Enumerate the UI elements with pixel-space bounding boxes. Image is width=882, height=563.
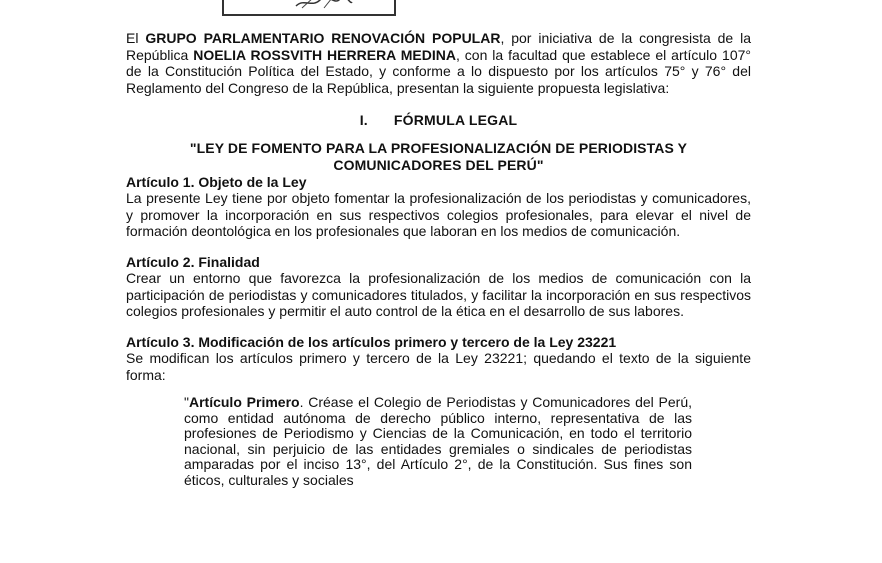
quoted-article: [184, 395, 692, 488]
article-1-heading: Artículo 1. Objeto de la Ley: [126, 173, 307, 190]
parliamentary-group: GRUPO PARLAMENTARIO RENOVACIÓN POPULAR: [145, 30, 501, 46]
congresswoman-name: NOELIA ROSSVITH HERRERA MEDINA: [193, 46, 456, 63]
law-title-line: COMUNICADORES DEL PERÚ": [333, 156, 544, 173]
intro-text: , por iniciativa de la congresista de la República: [126, 30, 751, 63]
law-title: [126, 140, 751, 174]
quote-article-label: Artículo Primero: [188, 394, 300, 410]
article-3-body: Se modifican los artículos primero y tercero de la Ley 23221; quedando el texto de la siguiente forma:: [126, 350, 751, 383]
intro-text: , con la facultad que establece el artículo 107° de la Constitución Política del Estado, y conforme a lo dispuesto por los artículos 75° y 76° del Reglamento del Congreso de la República, presentan la siguiente propuesta legislativa:: [126, 46, 751, 96]
document-page: [126, 30, 751, 488]
quote-article-text: . Créase el Colegio de Periodistas y Comunicadores del Perú, como entidad autónoma de derecho público interno, representativa de las profesiones de Periodismo y Ciencias de la Comunicación, en todo el territorio nacional, sin perjuicio de las entidades gremiales o sindicales de periodistas amparadas por el inciso 13°, del Artículo 2°, de la Constitución. Sus fines son éticos, culturales y sociales: [184, 394, 692, 488]
article-2-body: Crear un entorno que favorezca la profesionalización de los medios de comunicación con la participación de periodistas y comunicadores titulados, y facilitar la incorporación en sus respectivos colegios profesionales y permitir el auto control de la ética en el desarrollo de sus labores.: [126, 270, 751, 319]
section-heading: [126, 112, 751, 129]
article-2-heading: Artículo 2. Finalidad: [126, 253, 260, 270]
intro-text: El: [126, 30, 146, 46]
quote-mark: ": [184, 394, 189, 410]
section-title: FÓRMULA LEGAL: [393, 112, 518, 128]
section-number: I.: [359, 112, 368, 128]
article-1-body: La presente Ley tiene por objeto fomentar la profesionalización de los periodistas y comunicadores, y promover la incorporación en sus respectivos colegios profesionales, para elevar el nivel de formación deontológica en los profesionales que laboran en los medios de comunicación.: [126, 190, 751, 239]
signature-scribble-icon: [294, 0, 354, 10]
article-3-heading: Artículo 3. Modificación de los artículos primero y tercero de la Ley 23221: [126, 333, 617, 350]
law-title-line: "LEY DE FOMENTO PARA LA PROFESIONALIZACIÓN DE PERIODISTAS Y: [189, 139, 688, 156]
intro-paragraph: [126, 30, 751, 96]
stamp-box: [222, 0, 396, 16]
